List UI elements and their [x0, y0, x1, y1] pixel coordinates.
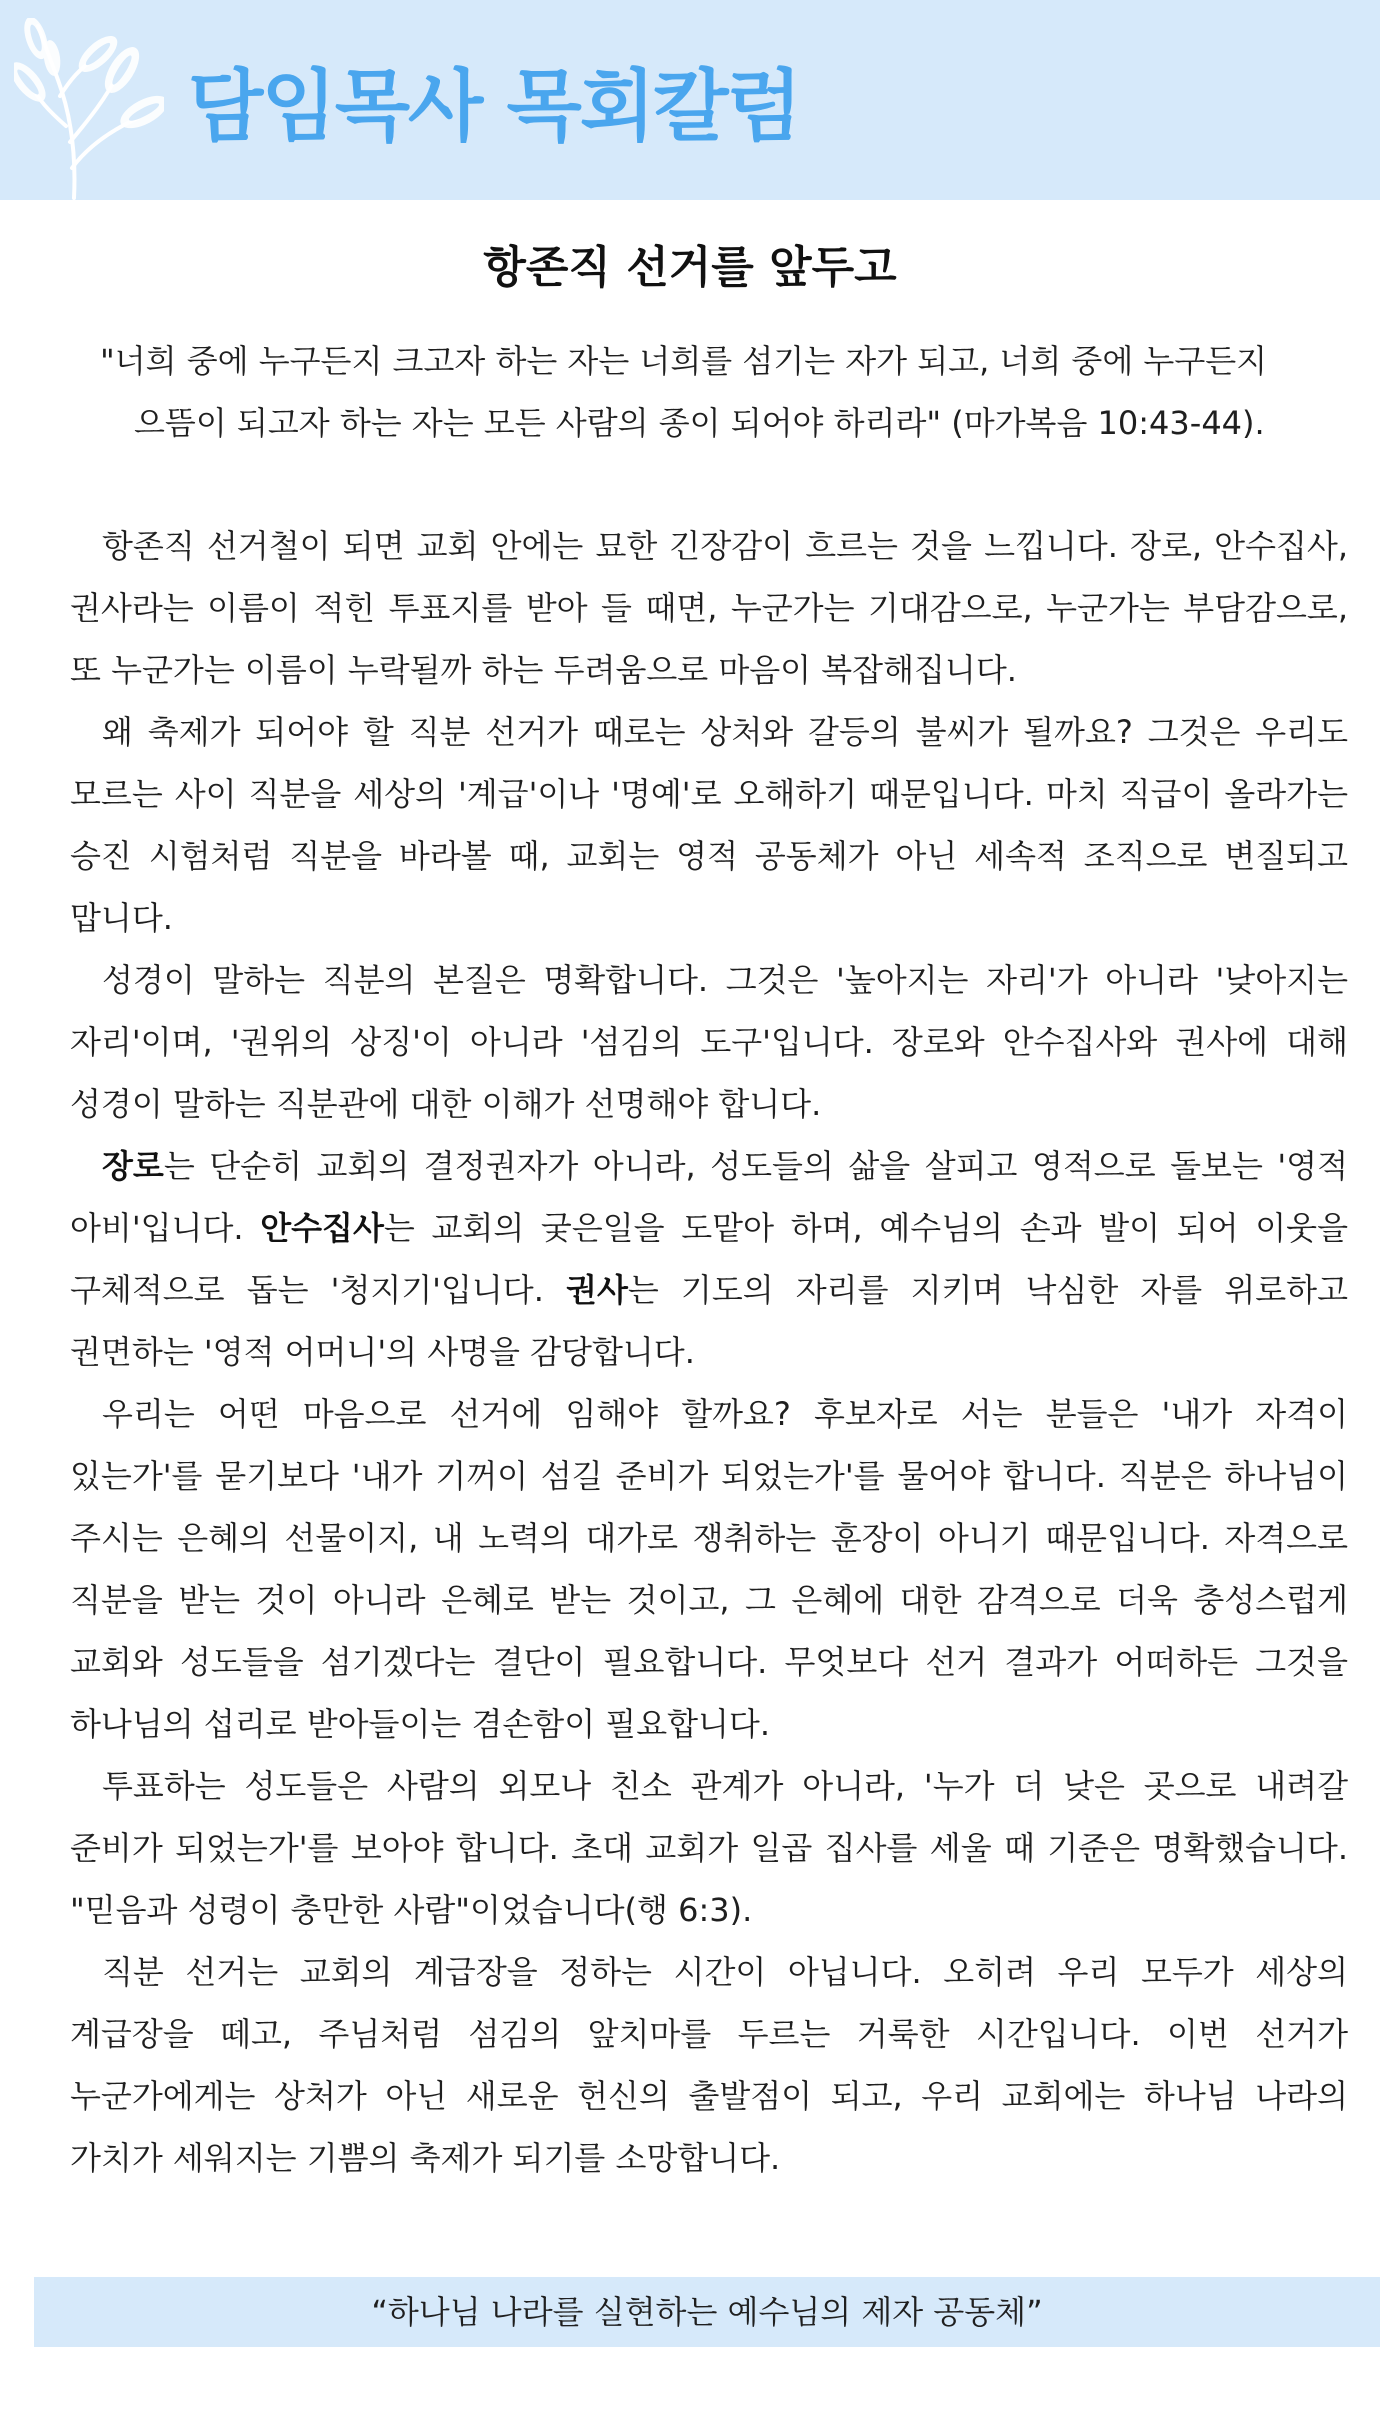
leaf-branch-icon	[14, 18, 164, 200]
deaconess-label: 권사	[566, 1271, 628, 1309]
body-paragraph: 투표하는 성도들은 사람의 외모나 친소 관계가 아니라, '누가 더 낮은 곳으로 내려갈 준비가 되었는가'를 보아야 합니다. 초대 교회가 일곱 집사를 세울 때 기준은 명확했습니다. "믿음과 성령이 충만한 사람"이었습니다(행 6:3).	[70, 1767, 1348, 1929]
elder-description: 는 단순히 교회의 결정권자가 아니라, 성도들의 삶을 살피고 영적으로 돌보는 '영적 아비'입니다.	[70, 1147, 1348, 1247]
body-paragraph-offices	[70, 1135, 1348, 1383]
scripture-quote	[70, 330, 1360, 454]
deacon-label: 안수집사	[260, 1209, 384, 1247]
body-paragraph: 왜 축제가 되어야 할 직분 선거가 때로는 상처와 갈등의 불씨가 될까요? 그것은 우리도 모르는 사이 직분을 세상의 '계급'이나 '명예'로 오해하기 때문입니다. 마치 직급이 올라가는 승진 시험처럼 직분을 바라볼 때, 교회는 영적 공동체가 아닌 세속적 조직으로 변질되고 맙니다.	[70, 713, 1348, 937]
body-paragraph: 항존직 선거철이 되면 교회 안에는 묘한 긴장감이 흐르는 것을 느낍니다. 장로, 안수집사, 권사라는 이름이 적힌 투표지를 받아 들 때면, 누군가는 기대감으로, 누군가는 부담감으로, 또 누군가는 이름이 누락될까 하는 두려움으로 마음이 복잡해집니다.	[70, 527, 1348, 689]
article-body	[70, 515, 1348, 2189]
footer-banner	[34, 2277, 1380, 2347]
deaconess-description: 는 기도의 자리를 지키며 낙심한 자를 위로하고 권면하는 '영적 어머니'의 사명을 감당합니다.	[70, 1271, 1348, 1371]
body-paragraph: 성경이 말하는 직분의 본질은 명확합니다. 그것은 '높아지는 자리'가 아니라 '낮아지는 자리'이며, '권위의 상징'이 아니라 '섬김의 도구'입니다. 장로와 안수집사와 권사에 대해 성경이 말하는 직분관에 대한 이해가 선명해야 합니다.	[70, 961, 1348, 1123]
body-paragraph: 직분 선거는 교회의 계급장을 정하는 시간이 아닙니다. 오히려 우리 모두가 세상의 계급장을 떼고, 주님처럼 섬김의 앞치마를 두르는 거룩한 시간입니다. 이번 선거가 누군가에게는 상처가 아닌 새로운 헌신의 출발점이 되고, 우리 교회에는 하나님 나라의 가치가 세워지는 기쁨의 축제가 되기를 소망합니다.	[70, 1953, 1348, 2177]
column-header	[0, 0, 1380, 200]
article-title: 항존직 선거를 앞두고	[483, 242, 897, 293]
column-header-title: 담임목사 목회칼럼	[188, 62, 800, 152]
scripture-quote-line: "너희 중에 누구든지 크고자 하는 자는 너희를 섬기는 자가 되고, 너희 중에 누구든지	[100, 342, 1268, 380]
body-paragraph: 우리는 어떤 마음으로 선거에 임해야 할까요? 후보자로 서는 분들은 '내가 자격이 있는가'를 묻기보다 '내가 기꺼이 섬길 준비가 되었는가'를 물어야 합니다. 직분은 하나님이 주시는 은혜의 선물이지, 내 노력의 대가로 쟁취하는 훈장이 아니기 때문입니다. 자격으로 직분을 받는 것이 아니라 은혜로 받는 것이고, 그 은혜에 대한 감격으로 더욱 충성스럽게 교회와 성도들을 섬기겠다는 결단이 필요합니다. 무엇보다 선거 결과가 어떠하든 그것을 하나님의 섭리로 받아들이는 겸손함이 필요합니다.	[70, 1395, 1348, 1743]
elder-label: 장로	[102, 1147, 164, 1185]
deacon-description: 는 교회의 궂은일을 도맡아 하며, 예수님의 손과 발이 되어 이웃을 구체적으로 돕는 '청지기'입니다.	[70, 1209, 1349, 1309]
scripture-quote-line: 으뜸이 되고자 하는 자는 모든 사람의 종이 되어야 하리라" (마가복음 10:43-44).	[134, 404, 1265, 442]
church-motto: “하나님 나라를 실현하는 예수님의 제자 공동체”	[371, 2293, 1043, 2331]
